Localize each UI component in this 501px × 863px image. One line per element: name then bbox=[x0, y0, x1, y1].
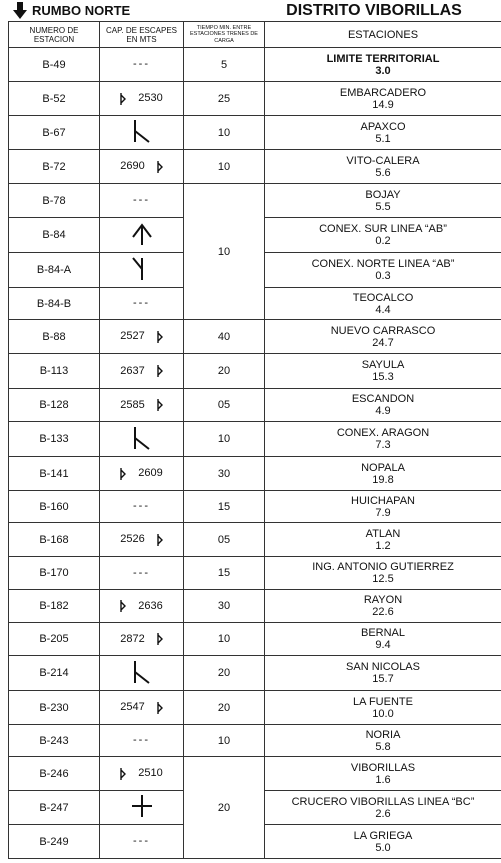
crossing-icon bbox=[129, 793, 155, 822]
arrow-down-icon bbox=[12, 2, 28, 20]
capacity-value: --- bbox=[133, 567, 150, 580]
district-title: DISTRITO VIBORILLAS bbox=[286, 2, 462, 19]
station-cell bbox=[265, 623, 501, 656]
station-cell bbox=[265, 825, 501, 859]
station-number: B-67 bbox=[9, 116, 100, 150]
siding-capacity bbox=[100, 825, 184, 859]
station-distance: 15.7 bbox=[372, 673, 394, 685]
station-cell bbox=[265, 725, 501, 757]
station-name: TEOCALCO bbox=[352, 291, 414, 304]
table-row bbox=[9, 82, 501, 116]
station-number: B-182 bbox=[9, 590, 100, 623]
station-cell bbox=[265, 557, 501, 590]
station-name: VIBORILLAS bbox=[350, 761, 416, 774]
table-row bbox=[9, 691, 501, 725]
capacity-value: 2609 bbox=[138, 467, 163, 480]
siding-capacity bbox=[100, 354, 184, 389]
table-row bbox=[9, 184, 501, 218]
station-number: B-249 bbox=[9, 825, 100, 859]
turnout-right-icon bbox=[130, 659, 154, 688]
station-distance: 0.2 bbox=[375, 235, 391, 247]
turnout-right-icon bbox=[130, 425, 154, 454]
station-name: SAN NICOLAS bbox=[346, 661, 420, 673]
siding-capacity bbox=[100, 82, 184, 116]
siding-capacity bbox=[100, 389, 184, 422]
column-header-capacidad: CAP. DE ESCAPES EN MTS bbox=[100, 22, 184, 48]
siding-capacity bbox=[100, 253, 184, 288]
station-name: CONEX. ARAGON bbox=[336, 427, 430, 439]
travel-time: 10 bbox=[184, 623, 265, 656]
travel-time: 30 bbox=[184, 457, 265, 491]
station-distance: 3.0 bbox=[375, 64, 391, 77]
capacity-value: 2636 bbox=[138, 600, 163, 613]
table-row bbox=[9, 523, 501, 557]
table-row bbox=[9, 48, 501, 82]
travel-time: 20 bbox=[184, 656, 265, 691]
table-row bbox=[9, 491, 501, 523]
capacity-value: --- bbox=[133, 297, 150, 310]
station-number: B-205 bbox=[9, 623, 100, 656]
station-distance: 7.9 bbox=[375, 506, 391, 519]
station-name: APAXCO bbox=[360, 120, 406, 133]
column-header-numero: NUMERO DE ESTACION bbox=[9, 22, 100, 48]
capacity-value: 2690 bbox=[120, 160, 145, 173]
siding-capacity bbox=[100, 557, 184, 590]
station-name: BOJAY bbox=[365, 188, 401, 201]
station-cell bbox=[265, 116, 501, 150]
turnout-right-icon bbox=[130, 118, 154, 147]
station-cell bbox=[265, 590, 501, 623]
travel-time: 40 bbox=[184, 320, 265, 354]
station-name: VITO-CALERA bbox=[346, 154, 420, 167]
siding-capacity bbox=[100, 623, 184, 656]
siding-capacity bbox=[100, 48, 184, 82]
station-cell bbox=[265, 320, 501, 354]
capacity-value: 2585 bbox=[120, 399, 145, 412]
station-number: B-72 bbox=[9, 150, 100, 184]
station-distance: 14.9 bbox=[372, 98, 394, 111]
travel-time: 05 bbox=[184, 389, 265, 422]
siding-flag-right-icon bbox=[145, 330, 163, 342]
capacity-value: --- bbox=[133, 734, 150, 747]
capacity-value: 2530 bbox=[138, 92, 163, 105]
station-name: CONEX. SUR LINEA “AB” bbox=[319, 223, 447, 235]
travel-time: 5 bbox=[184, 48, 265, 82]
station-number: B-49 bbox=[9, 48, 100, 82]
station-number: B-214 bbox=[9, 656, 100, 691]
station-cell bbox=[265, 491, 501, 523]
station-cell bbox=[265, 48, 501, 82]
travel-time: 10 bbox=[184, 725, 265, 757]
siding-capacity bbox=[100, 184, 184, 218]
station-distance: 1.6 bbox=[375, 773, 391, 786]
station-number: B-84-A bbox=[9, 253, 100, 288]
station-number: B-170 bbox=[9, 557, 100, 590]
siding-flag-right-icon bbox=[145, 701, 163, 713]
siding-flag-left-icon bbox=[120, 467, 138, 479]
siding-capacity bbox=[100, 757, 184, 791]
station-name: LA GRIEGA bbox=[353, 829, 413, 842]
travel-time: 05 bbox=[184, 523, 265, 557]
station-number: B-84-B bbox=[9, 288, 100, 320]
station-cell bbox=[265, 791, 501, 825]
station-number: B-247 bbox=[9, 791, 100, 825]
station-cell bbox=[265, 150, 501, 184]
station-cell bbox=[265, 422, 501, 457]
station-name: EMBARCADERO bbox=[339, 86, 427, 99]
station-name: CONEX. NORTE LINEA “AB” bbox=[311, 258, 455, 270]
capacity-value: --- bbox=[133, 835, 150, 848]
table-row bbox=[9, 590, 501, 623]
siding-capacity bbox=[100, 422, 184, 457]
station-distance: 5.8 bbox=[375, 740, 391, 753]
capacity-value: --- bbox=[133, 500, 150, 513]
station-name: NOPALA bbox=[361, 461, 405, 474]
direction-label bbox=[8, 0, 247, 21]
station-distance: 4.9 bbox=[375, 405, 391, 417]
capacity-value: 2637 bbox=[120, 365, 145, 378]
siding-flag-right-icon bbox=[145, 365, 163, 377]
station-cell bbox=[265, 354, 501, 389]
station-number: B-113 bbox=[9, 354, 100, 389]
column-header-estaciones: ESTACIONES bbox=[265, 22, 501, 48]
station-name: HUICHAPAN bbox=[351, 494, 415, 507]
siding-capacity bbox=[100, 791, 184, 825]
station-name: CRUCERO VIBORILLAS LINEA “BC” bbox=[291, 795, 475, 808]
station-number: B-246 bbox=[9, 757, 100, 791]
siding-capacity bbox=[100, 491, 184, 523]
siding-flag-left-icon bbox=[120, 92, 138, 104]
station-number: B-133 bbox=[9, 422, 100, 457]
siding-capacity bbox=[100, 150, 184, 184]
capacity-value: 2547 bbox=[120, 701, 145, 714]
station-distance: 5.6 bbox=[375, 166, 391, 179]
capacity-value: --- bbox=[133, 194, 150, 207]
station-number: B-243 bbox=[9, 725, 100, 757]
station-distance: 2.6 bbox=[375, 807, 391, 820]
station-cell bbox=[265, 457, 501, 491]
table-row bbox=[9, 725, 501, 757]
direction-text: RUMBO NORTE bbox=[32, 3, 131, 18]
document bbox=[8, 0, 501, 863]
station-number: B-88 bbox=[9, 320, 100, 354]
station-distance: 19.8 bbox=[372, 473, 394, 486]
travel-time: 15 bbox=[184, 557, 265, 590]
siding-capacity bbox=[100, 523, 184, 557]
station-distance: 7.3 bbox=[375, 439, 391, 451]
title-bar bbox=[8, 0, 501, 21]
station-cell bbox=[265, 389, 501, 422]
table-row bbox=[9, 320, 501, 354]
siding-capacity bbox=[100, 288, 184, 320]
siding-capacity bbox=[100, 691, 184, 725]
siding-flag-right-icon bbox=[145, 399, 163, 411]
station-cell bbox=[265, 757, 501, 791]
station-number: B-128 bbox=[9, 389, 100, 422]
station-distance: 24.7 bbox=[372, 336, 394, 349]
table-row bbox=[9, 457, 501, 491]
capacity-value: 2526 bbox=[120, 533, 145, 546]
station-number: B-52 bbox=[9, 82, 100, 116]
station-name: LIMITE TERRITORIAL bbox=[326, 52, 440, 65]
station-distance: 10.0 bbox=[372, 707, 394, 720]
station-distance: 22.6 bbox=[372, 606, 394, 618]
siding-capacity bbox=[100, 218, 184, 253]
station-distance: 5.0 bbox=[375, 841, 391, 854]
column-header-tiempo: TIEMPO MIN. ENTRE ESTACIONES TRENES DE CARGA bbox=[184, 22, 265, 48]
siding-capacity bbox=[100, 656, 184, 691]
station-name: LA FUENTE bbox=[353, 695, 413, 708]
station-name: ESCANDON bbox=[351, 393, 415, 405]
travel-time: 15 bbox=[184, 491, 265, 523]
station-distance: 5.5 bbox=[375, 200, 391, 213]
siding-flag-right-icon bbox=[145, 160, 163, 172]
station-number: B-84 bbox=[9, 218, 100, 253]
station-distance: 4.4 bbox=[375, 303, 391, 316]
junction-down-icon bbox=[129, 256, 155, 285]
junction-up-icon bbox=[129, 221, 155, 250]
station-cell bbox=[265, 523, 501, 557]
station-cell bbox=[265, 288, 501, 320]
station-distance: 15.3 bbox=[372, 371, 394, 383]
travel-time: 20 bbox=[184, 757, 265, 859]
table-row bbox=[9, 623, 501, 656]
travel-time: 10 bbox=[184, 184, 265, 320]
station-number: B-160 bbox=[9, 491, 100, 523]
station-number: B-230 bbox=[9, 691, 100, 725]
station-name: ING. ANTONIO GUTIERREZ bbox=[312, 561, 454, 573]
travel-time: 25 bbox=[184, 82, 265, 116]
table-row bbox=[9, 150, 501, 184]
travel-time: 20 bbox=[184, 691, 265, 725]
travel-time: 10 bbox=[184, 116, 265, 150]
siding-flag-right-icon bbox=[145, 633, 163, 645]
station-name: ATLAN bbox=[365, 527, 401, 540]
capacity-value: 2527 bbox=[120, 330, 145, 343]
station-name: NORIA bbox=[365, 728, 401, 741]
capacity-value: 2872 bbox=[120, 633, 145, 646]
siding-flag-left-icon bbox=[120, 600, 138, 612]
station-cell bbox=[265, 253, 501, 288]
station-cell bbox=[265, 82, 501, 116]
siding-capacity bbox=[100, 725, 184, 757]
station-number: B-168 bbox=[9, 523, 100, 557]
table-row bbox=[9, 557, 501, 590]
siding-flag-left-icon bbox=[120, 767, 138, 779]
station-cell bbox=[265, 691, 501, 725]
station-cell bbox=[265, 656, 501, 691]
table-row bbox=[9, 757, 501, 791]
station-distance: 5.1 bbox=[375, 132, 391, 145]
station-cell bbox=[265, 218, 501, 253]
station-distance: 0.3 bbox=[375, 270, 391, 282]
table-row bbox=[9, 422, 501, 457]
siding-flag-right-icon bbox=[145, 533, 163, 545]
travel-time: 10 bbox=[184, 150, 265, 184]
travel-time: 30 bbox=[184, 590, 265, 623]
capacity-value: --- bbox=[133, 58, 150, 71]
station-distance: 12.5 bbox=[372, 573, 394, 585]
table-row bbox=[9, 389, 501, 422]
station-cell bbox=[265, 184, 501, 218]
station-name: NUEVO CARRASCO bbox=[330, 324, 436, 337]
station-distance: 9.4 bbox=[375, 639, 391, 651]
siding-capacity bbox=[100, 116, 184, 150]
siding-capacity bbox=[100, 320, 184, 354]
station-number: B-78 bbox=[9, 184, 100, 218]
station-name: BERNAL bbox=[360, 627, 406, 639]
siding-capacity bbox=[100, 590, 184, 623]
siding-capacity bbox=[100, 457, 184, 491]
station-name: RAYON bbox=[363, 594, 403, 606]
table-row bbox=[9, 354, 501, 389]
capacity-value: 2510 bbox=[138, 767, 163, 780]
travel-time: 10 bbox=[184, 422, 265, 457]
table-row bbox=[9, 116, 501, 150]
stations-table bbox=[8, 21, 501, 859]
table-row bbox=[9, 656, 501, 691]
station-number: B-141 bbox=[9, 457, 100, 491]
station-name: SAYULA bbox=[361, 359, 405, 371]
travel-time: 20 bbox=[184, 354, 265, 389]
station-distance: 1.2 bbox=[375, 539, 391, 552]
